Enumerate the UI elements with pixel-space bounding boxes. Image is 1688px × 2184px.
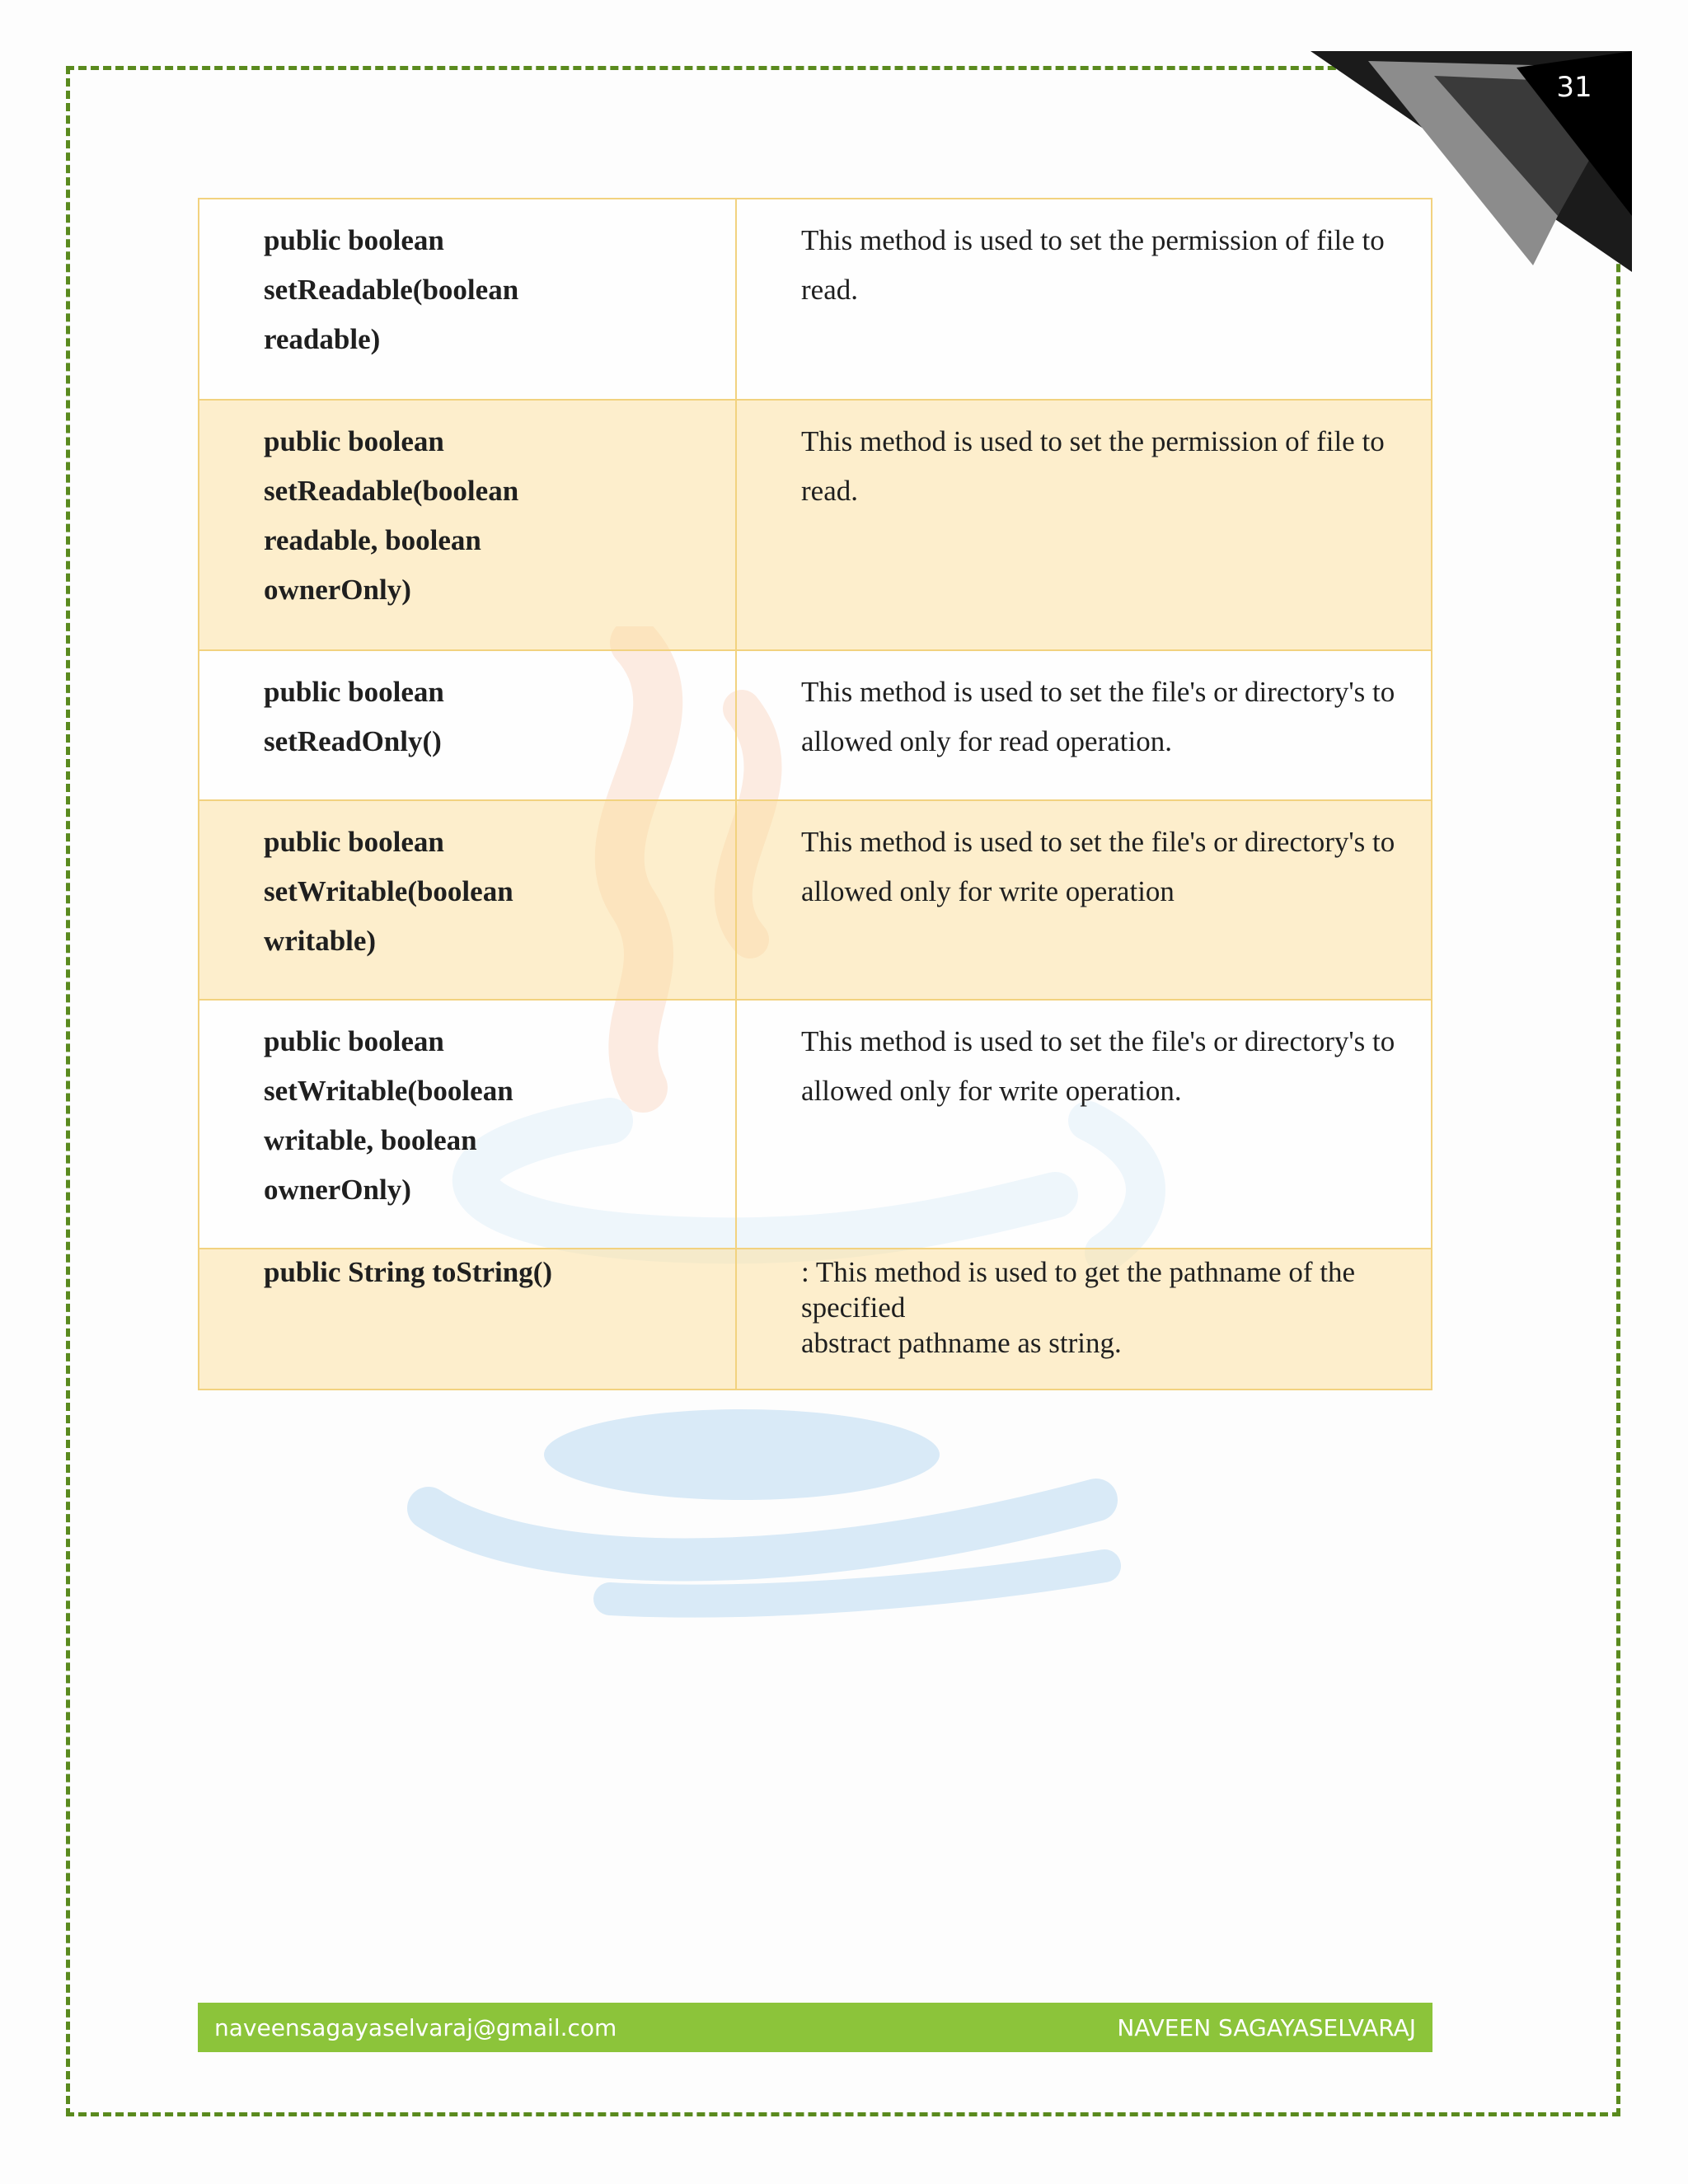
method-cell (199, 199, 736, 400)
table-row (199, 1249, 1432, 1390)
method-line: ownerOnly) (264, 1174, 411, 1206)
table-row (199, 1000, 1432, 1249)
table-row (199, 800, 1432, 1000)
method-line: readable) (264, 323, 381, 355)
description-line: This method is used to set the permission of file to read. (801, 224, 1385, 306)
method-line: setWritable(boolean (264, 1075, 513, 1107)
description-line: This method is used to set the file's or directory's to (801, 826, 1395, 858)
description-cell (736, 800, 1432, 1000)
description-line: allowed only for write operation (801, 875, 1175, 907)
method-line: writable) (264, 925, 377, 957)
description-line: allowed only for read operation. (801, 725, 1172, 757)
description-line: This method is used to set the file's or directory's to (801, 676, 1395, 708)
description-cell (736, 400, 1432, 650)
description-cell (736, 650, 1432, 800)
method-cell (199, 1000, 736, 1249)
method-line: public String toString() (264, 1256, 553, 1288)
description-line: : This method is used to get the pathname of the specified (801, 1256, 1356, 1324)
method-cell (199, 400, 736, 650)
method-cell (199, 1249, 736, 1390)
description-cell (736, 1000, 1432, 1249)
method-line: ownerOnly) (264, 574, 411, 606)
description-cell (736, 1249, 1432, 1390)
description-line: abstract pathname as string. (801, 1327, 1122, 1359)
page-number: 31 (1556, 71, 1592, 104)
method-cell (199, 800, 736, 1000)
method-line: public boolean (264, 826, 444, 858)
table-row (199, 400, 1432, 650)
footer-author: NAVEEN SAGAYASELVARAJ (1117, 2013, 1416, 2041)
method-line: public boolean (264, 1025, 444, 1057)
methods-table (198, 198, 1432, 1390)
table-row (199, 650, 1432, 800)
method-cell (199, 650, 736, 800)
method-line: setReadOnly() (264, 725, 442, 757)
table-row (199, 199, 1432, 400)
method-line: readable, boolean (264, 524, 481, 556)
description-cell (736, 199, 1432, 400)
footer-bar (198, 2003, 1432, 2052)
method-line: setReadable(boolean (264, 274, 519, 306)
method-line: setWritable(boolean (264, 875, 513, 907)
method-line: public boolean (264, 425, 444, 457)
method-line: writable, boolean (264, 1124, 477, 1156)
description-line: This method is used to set the permission of file to read. (801, 425, 1385, 507)
method-line: public boolean (264, 676, 444, 708)
method-line: setReadable(boolean (264, 475, 519, 507)
description-line: allowed only for write operation. (801, 1075, 1182, 1107)
description-line: This method is used to set the file's or directory's to (801, 1025, 1395, 1057)
method-line: public boolean (264, 224, 444, 256)
footer-email: naveensagayaselvaraj@gmail.com (214, 2013, 617, 2041)
